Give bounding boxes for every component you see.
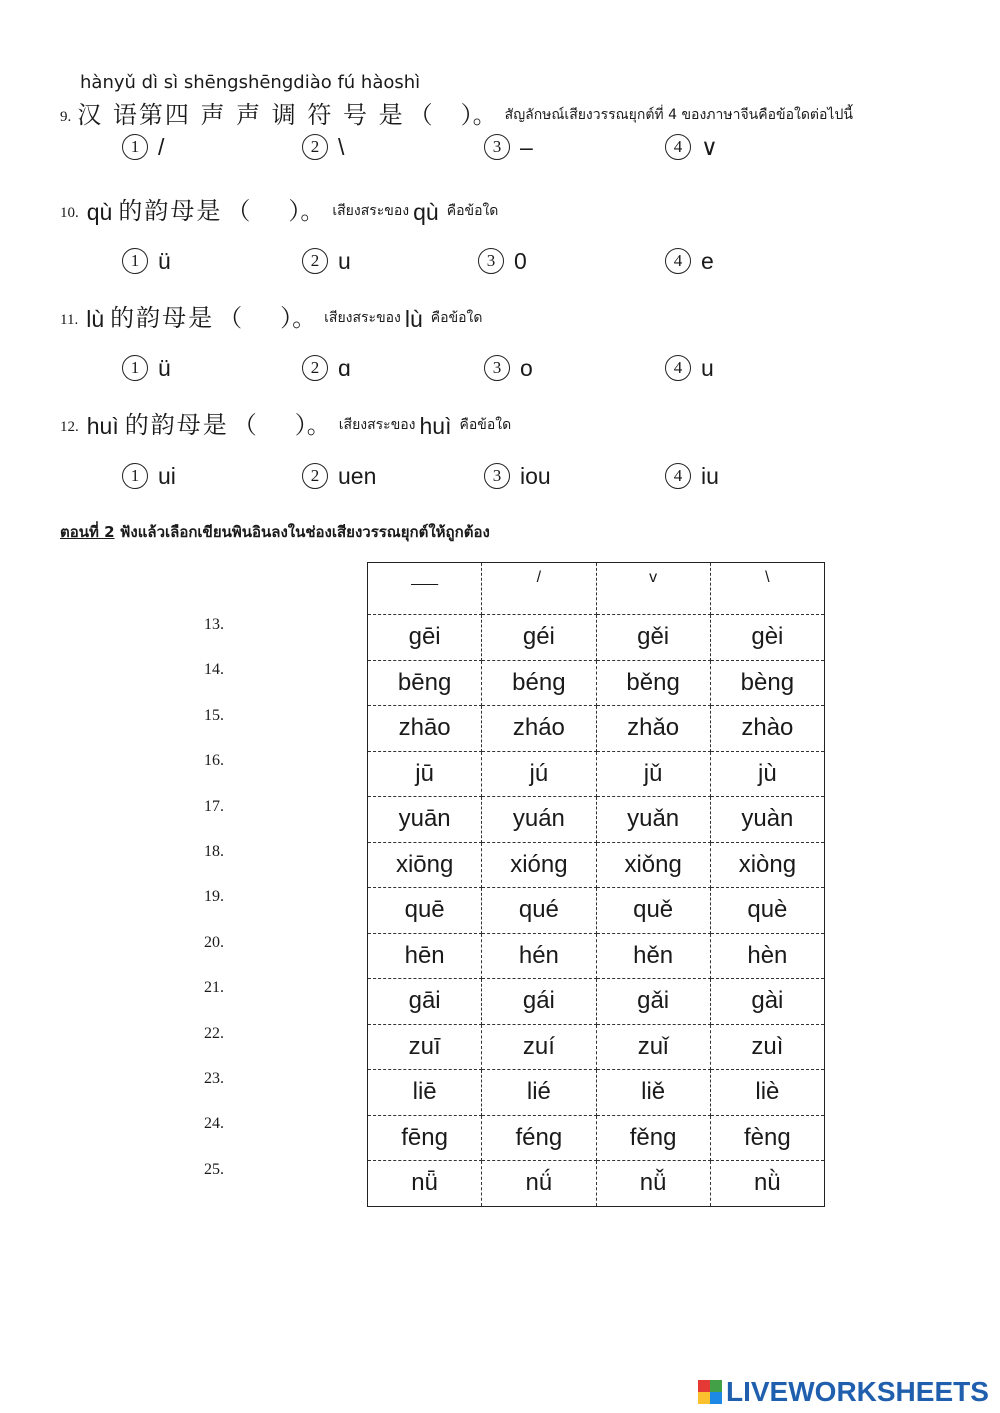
option-number: 2	[302, 355, 328, 381]
option-text: /	[158, 133, 165, 160]
tone-row	[368, 660, 825, 706]
tone-cell[interactable]: liè	[710, 1070, 824, 1116]
option-text: iou	[520, 462, 551, 489]
tone-cell[interactable]: gēi	[368, 615, 482, 661]
row-number: 13.	[204, 616, 224, 633]
option-text: u	[338, 247, 351, 274]
option-text: ü	[158, 354, 171, 381]
option-number: 4	[665, 355, 691, 381]
option-text: ü	[158, 247, 171, 274]
row-number: 19.	[204, 888, 224, 906]
option-number: 3	[478, 248, 504, 274]
option-text: ui	[158, 462, 176, 489]
option-text: e	[701, 247, 714, 274]
tone-cell[interactable]: nǘ	[482, 1161, 596, 1207]
tone-cell[interactable]: zuì	[710, 1024, 824, 1070]
question-12	[60, 404, 511, 440]
section-instruction: ฟังแล้วเลือกเขียนพินอินลงในช่องเสียงวรรณยุกต์ให้ถูกต้อง	[119, 523, 490, 541]
tone-cell[interactable]: zuī	[368, 1024, 482, 1070]
row-number: 22.	[204, 1024, 224, 1042]
tone-cell[interactable]: fēng	[368, 1115, 482, 1161]
tone-cell[interactable]: jù	[710, 751, 824, 797]
question-9	[60, 94, 853, 130]
tone-cell[interactable]: zhāo	[368, 706, 482, 752]
option-text: ɑ	[338, 354, 351, 381]
tone-cell[interactable]: féng	[482, 1115, 596, 1161]
option-number: 3	[484, 463, 510, 489]
tone-header-row	[368, 563, 825, 615]
question-11	[60, 297, 482, 333]
tone-cell[interactable]: nǖ	[368, 1161, 482, 1207]
tone-row	[368, 1161, 825, 1207]
tone-cell[interactable]: liē	[368, 1070, 482, 1116]
tone-header-3: v	[596, 563, 710, 615]
question-thai-tail: คือข้อใด	[430, 310, 483, 326]
option-10-4[interactable]	[665, 244, 714, 278]
tone-cell[interactable]: yuán	[482, 797, 596, 843]
option-text: \	[338, 133, 345, 160]
option-10-3[interactable]	[478, 244, 527, 278]
question-number: 12.	[60, 419, 79, 435]
answer-paren-close: ）。	[280, 304, 317, 332]
option-number: 4	[665, 134, 691, 160]
tone-cell[interactable]: lié	[482, 1070, 596, 1116]
tone-row	[368, 751, 825, 797]
tone-cell[interactable]: quē	[368, 888, 482, 934]
question-chinese: 的韵母是	[124, 411, 229, 439]
question-chinese: 的韵母是	[118, 197, 223, 225]
tone-cell[interactable]: yuàn	[710, 797, 824, 843]
tone-cell[interactable]: béng	[482, 660, 596, 706]
option-number: 2	[302, 463, 328, 489]
tone-row	[368, 706, 825, 752]
tone-table	[367, 562, 825, 1207]
tone-cell[interactable]: xióng	[482, 842, 596, 888]
option-number: 1	[122, 355, 148, 381]
option-number: 2	[302, 134, 328, 160]
tone-cell[interactable]: bèng	[710, 660, 824, 706]
tone-cell[interactable]: jū	[368, 751, 482, 797]
question-number: 10.	[60, 205, 79, 221]
row-number: 25.	[204, 1160, 224, 1178]
tone-row	[368, 888, 825, 934]
option-12-4[interactable]	[665, 459, 719, 493]
section-label: ตอนที่ 2	[60, 523, 115, 541]
tone-cell[interactable]: xiōng	[368, 842, 482, 888]
tone-cell[interactable]: xiòng	[710, 842, 824, 888]
tone-cell[interactable]: nǜ	[710, 1161, 824, 1207]
option-number: 2	[302, 248, 328, 274]
option-9-2[interactable]	[302, 130, 344, 164]
answer-paren-close: ）。	[294, 411, 331, 439]
tone-row	[368, 842, 825, 888]
option-text: o	[520, 354, 533, 381]
tone-cell[interactable]: fèng	[710, 1115, 824, 1161]
tone-row	[368, 615, 825, 661]
option-text: u	[701, 354, 714, 381]
question-thai: เสียงสระของ	[338, 417, 416, 433]
answer-paren-close: ）。	[460, 101, 497, 129]
tone-cell[interactable]: quě	[596, 888, 710, 934]
question-thai: สัญลักษณ์เสียงวรรณยุกต์ที่ 4 ของภาษาจีนคือข้อใดต่อไปนี้	[504, 107, 853, 123]
row-number: 18.	[204, 843, 224, 860]
row-number: 24.	[204, 1115, 224, 1133]
tone-cell[interactable]: hēn	[368, 933, 482, 979]
row-number: 15.	[204, 706, 224, 724]
pinyin-guide: hànyǔ dì sì shēngshēngdiào fú hàoshì	[80, 72, 421, 93]
tone-row	[368, 979, 825, 1025]
question-chinese: 汉 语第四 声 声 调 符 号 是	[77, 101, 405, 129]
option-number: 3	[484, 355, 510, 381]
row-number: 20.	[204, 933, 224, 951]
answer-paren-open: （	[226, 197, 251, 225]
option-12-2[interactable]	[302, 459, 376, 493]
option-text: iu	[701, 462, 719, 489]
tone-cell[interactable]: zuǐ	[596, 1024, 710, 1070]
question-10	[60, 190, 498, 226]
option-9-3[interactable]	[484, 130, 533, 164]
question-number: 11.	[60, 312, 79, 328]
tone-cell[interactable]: nǚ	[596, 1161, 710, 1207]
option-number: 4	[665, 463, 691, 489]
question-chinese: 的韵母是	[110, 304, 215, 332]
question-thai-pinyin: lù	[404, 306, 423, 332]
option-text: uen	[338, 462, 377, 489]
tone-cell[interactable]: gǎi	[596, 979, 710, 1025]
question-thai-tail: คือข้อใด	[459, 417, 512, 433]
row-number: 21.	[204, 979, 224, 997]
tone-row	[368, 933, 825, 979]
tone-cell[interactable]: yuān	[368, 797, 482, 843]
section-2-heading	[60, 520, 490, 544]
tone-cell[interactable]: què	[710, 888, 824, 934]
answer-paren-close: ）。	[288, 197, 325, 225]
tone-header-4: \	[710, 563, 824, 615]
option-12-3[interactable]	[484, 459, 551, 493]
tone-cell[interactable]: hèn	[710, 933, 824, 979]
tone-cell[interactable]: zhào	[710, 706, 824, 752]
row-number: 14.	[204, 661, 224, 679]
option-number: 1	[122, 248, 148, 274]
row-number: 16.	[204, 752, 224, 770]
tone-cell[interactable]: liě	[596, 1070, 710, 1116]
option-text: 0	[514, 247, 527, 274]
tone-header-2: /	[482, 563, 596, 615]
option-9-1[interactable]	[122, 130, 164, 164]
tone-header-1: ___	[368, 563, 482, 615]
question-pinyin: huì	[86, 413, 119, 439]
option-number: 4	[665, 248, 691, 274]
option-11-2[interactable]	[302, 351, 351, 385]
question-thai-tail: คือข้อใด	[446, 203, 499, 219]
tone-cell[interactable]: fěng	[596, 1115, 710, 1161]
tone-cell[interactable]: gěi	[596, 615, 710, 661]
option-number: 1	[122, 463, 148, 489]
option-11-4[interactable]	[665, 351, 714, 385]
option-text: –	[520, 133, 533, 160]
tone-cell[interactable]: yuǎn	[596, 797, 710, 843]
option-11-1[interactable]	[122, 351, 171, 385]
option-number: 1	[122, 134, 148, 160]
tone-cell[interactable]: jú	[482, 751, 596, 797]
option-text: ∨	[701, 133, 718, 160]
tone-cell[interactable]: zháo	[482, 706, 596, 752]
tone-cell[interactable]: bēng	[368, 660, 482, 706]
option-12-1[interactable]	[122, 459, 176, 493]
tone-cell[interactable]: gèi	[710, 615, 824, 661]
question-thai: เสียงสระของ	[332, 203, 410, 219]
tone-cell[interactable]: zhǎo	[596, 706, 710, 752]
tone-cell[interactable]: zuí	[482, 1024, 596, 1070]
tone-cell[interactable]: hěn	[596, 933, 710, 979]
tone-cell[interactable]: běng	[596, 660, 710, 706]
question-thai: เสียงสระของ	[324, 310, 401, 326]
row-number: 23.	[204, 1070, 224, 1087]
tone-cell[interactable]: jǔ	[596, 751, 710, 797]
tone-row	[368, 1024, 825, 1070]
option-10-1[interactable]	[122, 244, 171, 278]
tone-cell[interactable]: gāi	[368, 979, 482, 1025]
answer-paren-open: （	[408, 101, 433, 129]
answer-paren-open: （	[232, 411, 257, 439]
question-number: 9.	[60, 109, 72, 125]
question-thai-pinyin: qù	[413, 199, 439, 225]
tone-cell[interactable]: gái	[482, 979, 596, 1025]
logo-mark-icon	[698, 1380, 722, 1404]
option-9-4[interactable]	[665, 130, 718, 164]
tone-row	[368, 797, 825, 843]
tone-row	[368, 1070, 825, 1116]
question-pinyin: lù	[86, 306, 105, 332]
option-number: 3	[484, 134, 510, 160]
tone-row	[368, 1115, 825, 1161]
tone-cell[interactable]: xiǒng	[596, 842, 710, 888]
tone-cell[interactable]: hén	[482, 933, 596, 979]
question-pinyin: qù	[86, 199, 113, 225]
option-11-3[interactable]	[484, 351, 533, 385]
question-thai-pinyin: huì	[419, 413, 452, 439]
tone-cell[interactable]: gài	[710, 979, 824, 1025]
liveworksheets-logo	[698, 1376, 989, 1408]
tone-cell[interactable]: qué	[482, 888, 596, 934]
logo-text: LIVEWORKSHEETS	[726, 1376, 989, 1407]
tone-cell[interactable]: géi	[482, 615, 596, 661]
answer-paren-open: （	[218, 304, 243, 332]
row-number: 17.	[204, 797, 224, 815]
option-10-2[interactable]	[302, 244, 351, 278]
